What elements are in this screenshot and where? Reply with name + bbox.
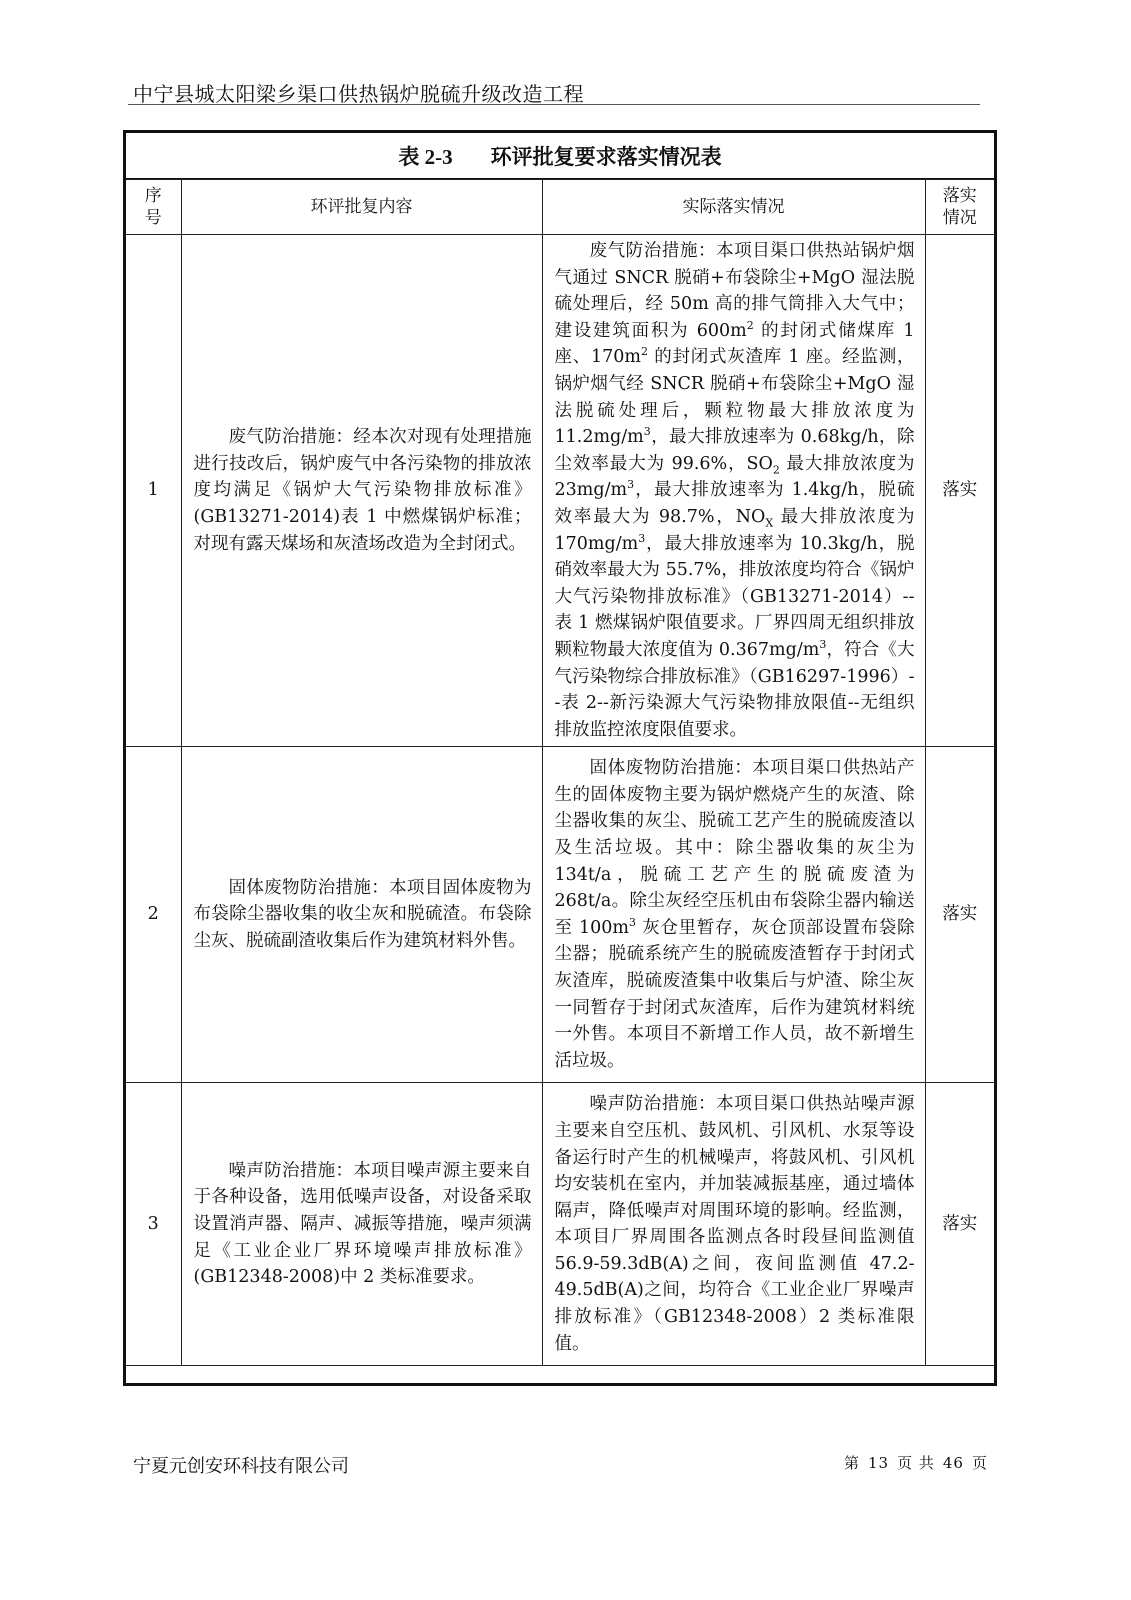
row-result: 落实 [925,1083,994,1366]
row-seq: 1 [126,235,181,747]
col-header-actual: 实际落实情况 [542,180,925,235]
row-seq: 3 [126,1083,181,1366]
header-divider [128,104,980,105]
table-number: 表 2-3 [398,144,453,169]
row-result: 落实 [925,235,994,747]
table-caption-text: 环评批复要求落实情况表 [490,143,722,169]
document-header-title: 中宁县城太阳梁乡渠口供热锅炉脱硫升级改造工程 [133,82,584,106]
table-caption [126,133,994,179]
table-row [126,747,994,1083]
row-requirement: 固体废物防治措施：本项目固体废物为布袋除尘器收集的收尘灰和脱硫渣。布袋除尘灰、脱硫副渣收集后作为建筑材料外售。 [181,747,542,1083]
row-actual: 固体废物防治措施：本项目渠口供热站产生的固体废物主要为锅炉燃烧产生的灰渣、除尘器收集的灰尘、脱硫工艺产生的脱硫废渣以及生活垃圾。其中：除尘器收集的灰尘为 134t/a，脱硫工艺产生的脱硫废渣为 268t/a。除尘灰经空压机由布袋除尘器内输送至 $100m^3$ 灰仓里暂存，灰仓顶部设置布袋除尘器；脱硫系统产生的脱硫废渣暂存于封闭式灰渣库，脱硫废渣集中收集后与炉渣、除尘灰一同暂存于封闭式灰渣库，后作为建筑材料统一外售。本项目不新增工作人员，故不新增生活垃圾。 [542,747,925,1083]
row-requirement: 噪声防治措施：本项目噪声源主要来自于各种设备，选用低噪声设备，对设备采取设置消声器、隔声、减振等措施，噪声须满足《工业企业厂界环境噪声排放标准》(GB12348-2008)中 2 类标准要求。 [181,1083,542,1366]
row-actual: 噪声防治措施：本项目渠口供热站噪声源主要来自空压机、鼓风机、引风机、水泵等设备运行时产生的机械噪声，将鼓风机、引风机均安装机在室内，并加装减振基座，通过墙体隔声，降低噪声对周围环境的影响。经监测，本项目厂界周围各监测点各时段昼间监测值 56.9-59.3dB(A)之间，夜间监测值 47.2-49.5dB(A)之间，均符合《工业企业厂界噪声排放标准》（GB12348-2008）2 类标准限值。 [542,1083,925,1366]
footer-page-number: 第 13 页 共 46 页 [844,1454,988,1472]
row-requirement: 废气防治措施：经本次对现有处理措施进行技改后，锅炉废气中各污染物的排放浓度均满足《锅炉大气污染物排放标准》(GB13271-2014)表 1 中燃煤锅炉标准；对现有露天煤场和灰渣场改造为全封闭式。 [181,235,542,747]
table-frame [123,130,997,1386]
col-header-seq: 序 号 [126,180,181,235]
table-header-row [126,180,994,235]
approval-table [126,179,994,1366]
row-result: 落实 [925,747,994,1083]
col-header-requirement: 环评批复内容 [181,180,542,235]
footer-company: 宁夏元创安环科技有限公司 [133,1456,349,1477]
row-actual: 废气防治措施：本项目渠口供热站锅炉烟气通过 SNCR 脱硝+布袋除尘+MgO 湿法脱硫处理后，经 50m 高的排气筒排入大气中；建设建筑面积为 $600m^2$ 的封闭式储煤库 1 座、$170m^2$ 的封闭式灰渣库 1 座。经监测，锅炉烟气经 SNCR 脱硝+布袋除尘+MgO 湿法脱硫处理后，颗粒物最大排放浓度为 $11.2mg/m^3$，最大排放速率为 0.68kg/h，除尘效率最大为 99.6%，$SO_2$ 最大排放浓度为 $23mg/m^3$，最大排放速率为 1.4kg/h，脱硫效率最大为 98.7%，$NO_X$ 最大排放浓度为 $170mg/m^3$，最大排放速率为 10.3kg/h，脱硝效率最大为 55.7%，排放浓度均符合《锅炉大气污染物排放标准》（GB13271-2014）--表 1 燃煤锅炉限值要求。厂界四周无组织排放颗粒物最大浓度值为 $0.367mg/m^3$，符合《大气污染物综合排放标准》（GB16297-1996）--表 2--新污染源大气污染物排放限值--无组织排放监控浓度限值要求。 [542,235,925,747]
table-row [126,235,994,747]
row-seq: 2 [126,747,181,1083]
col-header-result: 落实 情况 [925,180,994,235]
table-row [126,1083,994,1366]
